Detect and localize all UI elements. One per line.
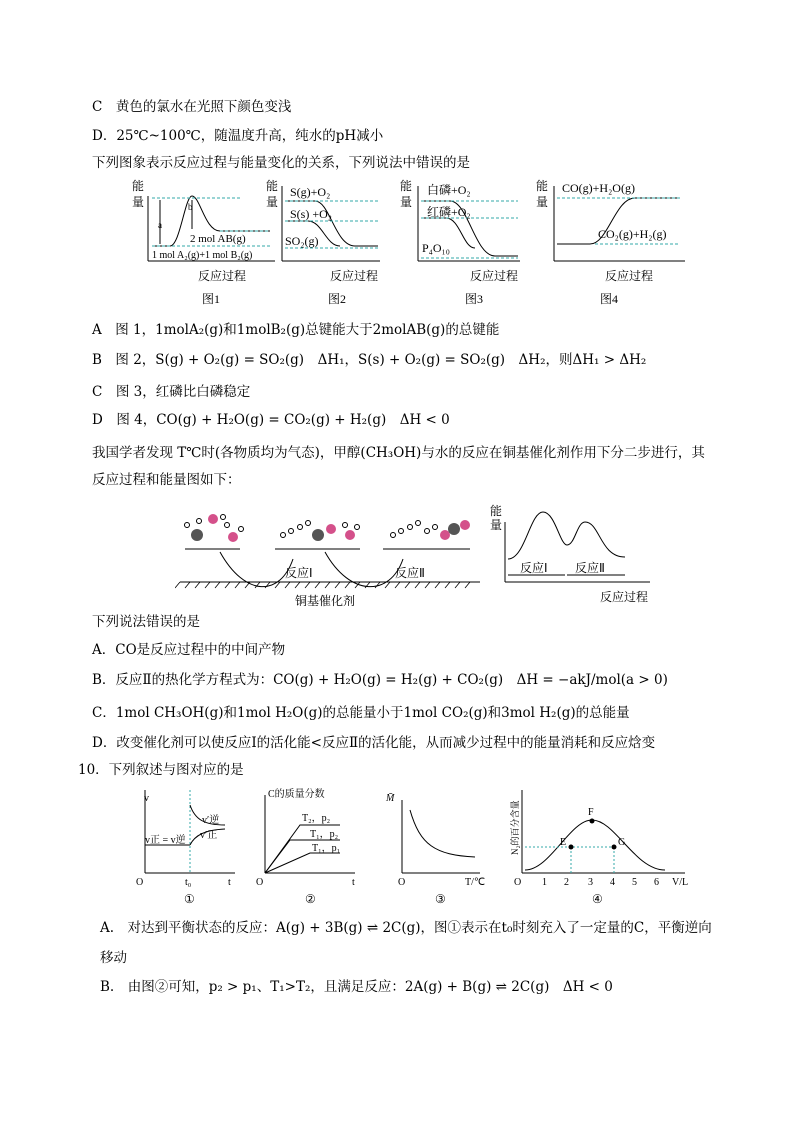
g1-caption: ① [184,892,195,906]
q8-option-c: C 图 3，红磷比白磷稳定 [92,384,251,400]
q8-figures [130,176,690,311]
q9-option-b: B．反应Ⅱ的热化学方程式为：CO(g) + H₂O(g) = H₂(g) + CO₂(g) ΔH = −akJ/mol(a > 0) [92,672,668,688]
fig9-ylabel2: 量 [490,518,503,532]
g4-origin: O [514,877,522,888]
g3-ylabel: M̄ [386,793,395,804]
option-d-prev: D．25℃~100℃，随温度升高，纯水的pH减小 [92,128,384,144]
fig9-reaction-1: 反应Ⅰ [285,566,313,580]
g1-t0: t₀ [185,877,192,888]
g4-tick: 1 [542,877,547,888]
fig4-label-1: CO(g)+H₂O(g) [562,181,635,195]
g3-xlabel: T/℃ [465,877,486,888]
fig2-ylabel2: 量 [266,195,279,209]
fig4-ylabel1: 能 [536,179,549,193]
g4-tick: 6 [654,877,659,888]
g2-ylabel: C的质量分数 [268,789,325,800]
fig2-label-3: SO₂(g) [285,234,319,248]
fig2-caption: 图2 [328,292,347,306]
g4-tick: 3 [588,877,593,888]
g2-origin: O [256,877,264,888]
g4-tick: 5 [632,877,637,888]
fig9-energy-r2: 反应Ⅱ [575,561,605,575]
g4-tick: 4 [610,877,615,888]
g4-point-g: G [618,837,626,848]
g1-origin: O [136,877,144,888]
q9-figure [175,497,655,609]
g1-v-equal-label: v正 = v逆 [145,835,186,846]
fig3-ylabel1: 能 [400,179,413,193]
fig4-xlabel: 反应过程 [605,269,654,283]
fig2-ylabel1: 能 [266,179,279,193]
fig4-label-2: CO₂(g)+H₂(g) [598,227,667,241]
fig1-xlabel: 反应过程 [198,269,247,283]
g1-v-forward-label: v′正 [200,830,218,841]
fig1-caption: 图1 [202,292,221,306]
q10-stem: 10．下列叙述与图对应的是 [78,762,244,778]
g4-ylabel: N₂的百分含量 [510,800,520,855]
q10-option-a-1: A. 对达到平衡状态的反应：A(g) + 3B(g) ⇌ 2C(g)，图①表示在t₀时刻充入了一定量的C，平衡逆向 [100,920,712,936]
q8-option-d: D 图 4，CO(g) + H₂O(g) = CO₂(g) + H₂(g) ΔH < 0 [92,412,450,428]
g1-v-reverse-label: v′逆 [202,815,220,826]
fig3-label-1: 白磷+O₂ [427,183,471,197]
g2-label-1: T₂，p₂ [302,813,331,824]
fig3-ylabel2: 量 [400,195,413,209]
fig4-caption: 图4 [600,292,619,306]
fig9-ylabel1: 能 [490,504,503,518]
fig1-bottom-label: 1 mol A₂(g)+1 mol B₂(g) [152,250,253,261]
g3-origin: O [398,877,406,888]
fig3-label-3: P₄O₁₀ [422,241,450,255]
fig2-label-2: S(s) +O₂ [290,207,332,221]
g4-xlabel: V/L [672,877,689,888]
fig4-ylabel2: 量 [536,195,549,209]
g4-tick: 2 [564,877,569,888]
fig2-xlabel: 反应过程 [330,269,379,283]
g4-point-e: E [560,837,567,848]
option-c-prev: C 黄色的氯水在光照下颜色变浅 [92,99,292,115]
q9-option-a: A．CO是反应过程中的中间产物 [92,642,286,658]
fig1-top-label: 2 mol AB(g) [190,233,246,245]
q9-stem-2: 反应过程和能量图如下： [92,472,241,488]
g2-t: t [352,877,355,888]
q9-stem-1: 我国学者发现 T℃时(各物质均为气态)，甲醇(CH₃OH)与水的反应在铜基催化剂作用下分二步进行，其 [92,445,705,461]
fig1-ylabel2: 量 [132,195,145,209]
g3-caption: ③ [435,892,446,906]
fig1-ylabel1: 能 [132,179,145,193]
question-8-stem: 下列图象表示反应过程与能量变化的关系，下列说法中错误的是 [92,155,470,171]
q10-option-b: B. 由图②可知，p₂ > p₁、T₁>T₂，且满足反应：2A(g) + B(g) ⇌ 2C(g) ΔH < 0 [100,979,613,995]
fig3-xlabel: 反应过程 [470,269,519,283]
q8-option-a: A 图 1，1molA₂(g)和1molB₂(g)总键能大于2molAB(g)的总键能 [92,322,500,338]
fig1-b-label: b [188,202,193,212]
q10-graphs [130,785,700,910]
q9-option-d: D．改变催化剂可以使反应Ⅰ的活化能<反应Ⅱ的活化能，从而减少过程中的能量消耗和反应焓变 [92,735,656,751]
g2-caption: ② [305,892,316,906]
fig1-a-label: a [158,220,162,230]
q9-option-c: C．1mol CH₃OH(g)和1mol H₂O(g)的总能量小于1mol CO₂(g)和3mol H₂(g)的总能量 [92,705,630,721]
q8-option-b: B 图 2，S(g) + O₂(g) = SO₂(g) ΔH₁，S(s) + O₂(g) = SO₂(g) ΔH₂，则ΔH₁ > ΔH₂ [92,352,647,368]
g4-point-f: F [588,807,594,818]
fig9-xlabel: 反应过程 [600,590,649,604]
fig9-reaction-2: 反应Ⅱ [395,566,425,580]
g1-t: t [228,877,231,888]
q9-ask: 下列说法错误的是 [92,614,200,630]
g1-v-label: v [144,793,149,804]
fig2-label-1: S(g)+O₂ [290,185,331,199]
g4-caption: ④ [592,892,603,906]
molecule-icons [185,514,471,542]
q10-option-a-2: 移动 [100,950,127,966]
fig9-energy-r1: 反应Ⅰ [520,561,548,575]
fig3-label-2: 红磷+O₂ [427,205,471,219]
fig9-catalyst: 铜基催化剂 [295,594,356,608]
g2-label-2: T₁，p₂ [310,829,339,840]
fig3-caption: 图3 [465,292,484,306]
g2-label-3: T₁，p₁ [312,843,341,854]
